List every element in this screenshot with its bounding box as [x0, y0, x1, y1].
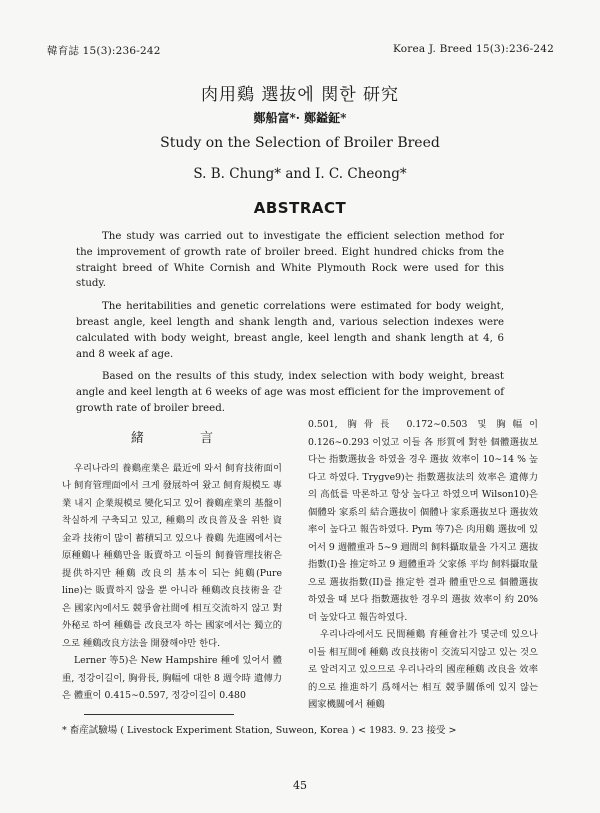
abstract-heading: ABSTRACT: [253, 199, 347, 217]
journal-header-korean: 韓育誌 15(3):236-242: [47, 45, 161, 57]
abstract-paragraph: The study was carried out to investigate the efficient selection method for the improvement of growth rate of broiler breed. Eight hundred chicks from the straight breed of White Cornish and White Plymouth Rock were used for this study.: [76, 231, 504, 290]
journal-header-english: Korea J. Breed 15(3):236-242: [392, 43, 554, 55]
abstract-paragraph: The heritabilities and genetic correlations were estimated for body weight, breast angle, keel length and shank length and, various selection indexes were calculated with body weight, breast angle, keel length and shank length at 4, 6 and 8 week af age.: [76, 301, 504, 360]
body-paragraph: 우리나라에서도 民間種鷄 育種會社가 몇군데 있으나 이들 相互間에 種鷄 改良技術이 交流되지않고 있는 것으로 알려지고 있으므로 우리나라의 國産種鷄 改良을 效率的으로 推進하기 爲해서는 相互 競爭關係에 있지 않는 國家機關에서 種鷄: [308, 629, 538, 710]
right-column: [308, 416, 538, 714]
body-paragraph: 우리나라의 養鷄産業은 最近에 와서 飼育技術面이나 飼育管理面에서 크게 發展하여 왔고 飼育規模도 專業 내지 企業規模로 變化되고 있어 養鷄産業의 基盤이 착실하게 구축되고 있고, 種鷄의 改良普及을 위한 資金과 技術이 많이 蓄積되고 있으나 養鷄 先進國에서는 原種鷄나 種鷄만을 販賣하고 이들의 飼養管理技術은 提供하지만 種鷄 改良의 基本이 되는 純鷄(Pure line)는 販賣하지 않을 뿐 아니라 種鷄改良技術을 같은 國家內에서도 競爭會社間에 相互交流하지 않고 對外秘로 하여 種鷄를 改良코자 하는 國家에서는 獨立的으로 種鷄改良方法을 開發해야만 한다.: [62, 462, 282, 649]
abstract-body: [76, 229, 504, 424]
authors-english: S. B. Chung* and I. C. Cheong*: [193, 166, 407, 182]
footnote: * 畜産試驗場 ( Livestock Experiment Station, Suweon, Korea ) < 1983. 9. 23 接受 >: [62, 725, 457, 736]
abstract-paragraph: Based on the results of this study, index selection with body weight, breast angle and keel length at 6 weeks of age was most efficient for the improvement of growth rate of broiler breed.: [76, 371, 504, 414]
footnote-divider: [84, 714, 234, 715]
title-korean: 肉用鷄 選抜에 関한 研究: [200, 85, 400, 105]
title-english: Study on the Selection of Broiler Breed: [160, 135, 440, 151]
body-paragraph: Lerner 等5)은 New Hampshire 種에 있어서 體重, 정강이길이, 胸骨長, 胸幅에 대한 8 週令時 遺傳力은 體重이 0.415∼0.597, 정강이길이 0.480: [62, 655, 282, 701]
left-column: [62, 416, 282, 705]
body-paragraph: 0.501, 胸骨長 0.172∼0.503 및 胸幅이 0.126∼0.293 이었고 이들 各 形質에 對한 個體選抜보다는 指數選抜을 하였을 경우 選抜 效率이 10∼14 % 높다고 하였다. Trygve9)는 指數選抜法의 效率은 遺傳力의 高低를 막론하고 항상 높다고 하였으며 Wilson10)은 個體와 家系의 結合選抜이 個體나 家系選抜보다 選抜效率이 높다고 報告하였다. Pym 等7)은 肉用鷄 選抜에 있어서 9 週體重과 5∼9 週間의 飼料攝取量을 가지고 選抜指數(I)을 推定하고 9 週體重과 父家係 平均 飼料攝取量으로 選抜指數(II)를 推定한 결과 體重만으로 個體選抜하였을 때 보다 指數選抜한 경우의 選抜 效率이 約 20% 더 높았다고 報告하였다.: [308, 419, 538, 623]
section-heading: 緒 言: [130, 431, 240, 446]
authors-korean: 鄭船富*· 鄭鎰鉦*: [253, 111, 347, 125]
page-number: 45: [293, 779, 307, 792]
